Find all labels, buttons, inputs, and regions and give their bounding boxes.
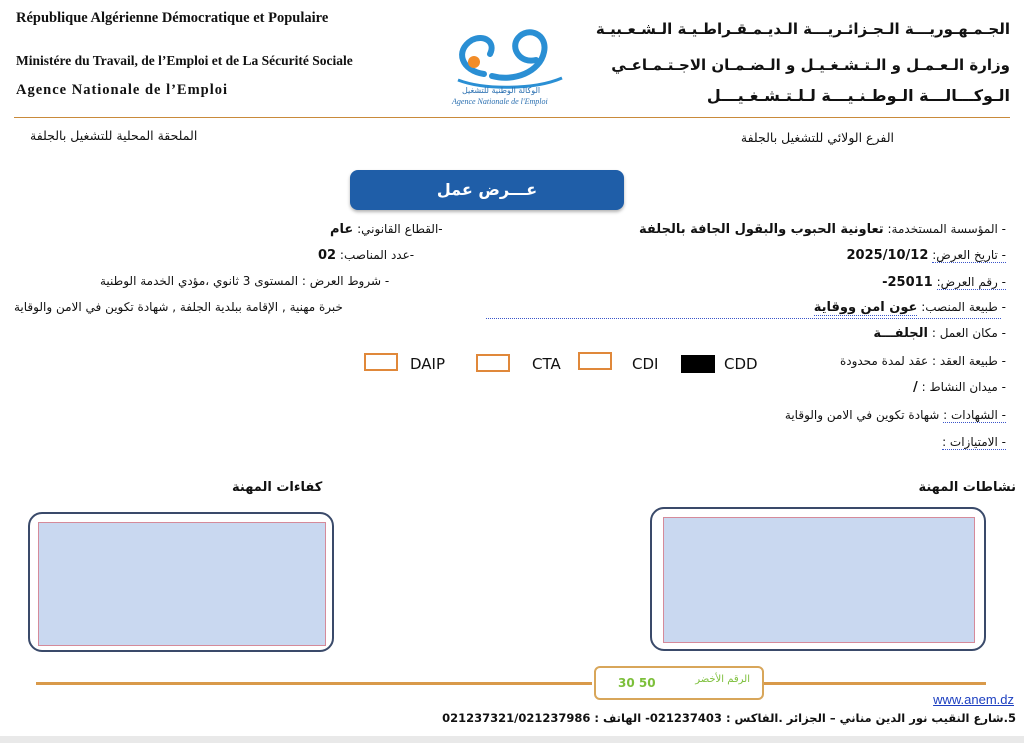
- field-certificates-label: - الشهادات :: [943, 408, 1006, 422]
- field-benefits-label: - الامتيازات :: [942, 435, 1006, 449]
- activities-panel[interactable]: [650, 507, 986, 651]
- field-benefits: [942, 435, 1006, 450]
- green-number-label: الرقم الأخضر: [695, 674, 750, 685]
- contract-daip-label: DAIP: [410, 355, 446, 373]
- contract-daip-checkbox[interactable]: [364, 353, 398, 371]
- field-employer-label: - المؤسسة المستخدمة:: [887, 222, 1006, 236]
- field-employer: [639, 222, 1006, 237]
- header-ar-line1: الجـمـهـوريـــة الـجـزائـريـــة الـديـمـقـراطـيـة الـشـعـبيـة: [595, 20, 1010, 38]
- field-contract-nature: [840, 354, 1006, 368]
- field-employer-value: تعاونية الحبوب والبقول الجافة بالجلفة: [639, 222, 884, 237]
- competencies-panel-content[interactable]: [38, 522, 326, 646]
- header-fr-line2: Ministére du Travail, de l’Emploi et de La Sécurité Sociale: [16, 53, 353, 68]
- anem-logo: [444, 16, 584, 108]
- field-activity-field: [913, 380, 1006, 395]
- logo-fr-text: Agence Nationale de l'Emploi: [452, 97, 548, 106]
- field-positions-count: [318, 248, 414, 263]
- activities-panel-content[interactable]: [663, 517, 975, 643]
- field-offer-number-value: 25011-: [882, 275, 933, 290]
- field-legal-sector: [330, 222, 443, 237]
- subheader-left: الملحقة المحلية للتشغيل بالجلفة: [30, 128, 198, 143]
- field-position-type-label: - طبيعة المنصب:: [921, 300, 1006, 314]
- field-position-type: [814, 300, 1006, 315]
- footer-rule-right: [762, 682, 986, 685]
- field-positions-count-value: 02: [318, 248, 337, 263]
- green-number-value: 30 50: [618, 676, 656, 690]
- header-fr-line3: Agence Nationale de l’Emploi: [16, 82, 229, 98]
- field-work-place-value: الجلفـــة: [873, 326, 929, 341]
- footer-rule-left: [36, 682, 592, 685]
- contract-cdd-checkbox[interactable]: [681, 355, 715, 373]
- contract-cdi-checkbox[interactable]: [578, 352, 612, 370]
- field-offer-conditions-2: خبرة مهنية , الإقامة ببلدية الجلفة , شهادة تكوين في الامن والوقاية: [14, 300, 343, 314]
- field-legal-sector-label: -القطاع القانوني:: [357, 222, 443, 236]
- field-activity-field-label: - ميدان النشاط :: [921, 380, 1006, 394]
- website-link[interactable]: www.anem.dz: [933, 692, 1014, 707]
- field-certificates-value: شهادة تكوين في الامن والوقاية: [784, 408, 940, 422]
- position-underline: [486, 318, 1001, 319]
- field-offer-date: [847, 248, 1006, 263]
- subheader-right: الفرع الولائي للتشغيل بالجلفة: [740, 130, 894, 145]
- field-offer-date-label: - تاريخ العرض:: [932, 248, 1006, 262]
- section-activities-title: نشاطات المهنة: [918, 480, 1016, 495]
- contract-cta-label: CTA: [532, 355, 561, 373]
- field-work-place: [873, 326, 1006, 341]
- competencies-panel[interactable]: [28, 512, 334, 652]
- field-offer-number-label: - رقم العرض:: [936, 275, 1006, 289]
- header-ar-line3: الـوكـــالـــة الـوطـنـيـــة لـلـتـشـغـيـــل: [706, 86, 1010, 105]
- field-certificates: [785, 408, 1006, 422]
- logo-ar-text: الوكالة الوطنية للتشغيل: [462, 86, 541, 95]
- field-work-place-label: - مكان العمل :: [931, 326, 1006, 340]
- header-divider: [14, 117, 1010, 118]
- field-offer-number: [882, 275, 1006, 290]
- field-positions-count-label: -عدد المناصب:: [339, 248, 415, 262]
- header-fr-line1: République Algérienne Démocratique et Populaire: [16, 10, 329, 26]
- footer-address: 5.شارع النقيب نور الدين مناني – الجزائر .الفاكس : 021237403- الهاتف : 021237321/021237986: [442, 711, 1016, 725]
- green-number-box: [594, 666, 764, 700]
- field-position-type-value: عون امن ووقاية: [813, 300, 918, 315]
- field-legal-sector-value: عام: [330, 222, 354, 237]
- field-contract-nature-value: عقد لمدة محدودة: [839, 354, 929, 368]
- field-offer-conditions-label: - شروط العرض :: [301, 274, 390, 288]
- contract-cdi-label: CDI: [632, 355, 659, 373]
- field-activity-field-value: /: [913, 380, 918, 395]
- section-competencies-title: كفاءات المهنة: [232, 480, 323, 495]
- field-contract-nature-label: - طبيعة العقد :: [932, 354, 1006, 368]
- contract-cta-checkbox[interactable]: [476, 354, 510, 372]
- contract-cdd-label: CDD: [724, 355, 758, 373]
- header-ar-line2: وزارة الـعـمـل و الـتـشـغـيـل و الـضـمـان الاجـتـمـاعـي: [611, 56, 1010, 74]
- bottom-strip: [0, 736, 1024, 743]
- field-offer-conditions-value: المستوى 3 ثانوي ،مؤدي الخدمة الوطنية: [100, 274, 299, 288]
- page-title: عـــرض عمل: [350, 170, 624, 210]
- field-offer-date-value: 2025/10/12: [846, 248, 929, 263]
- field-offer-conditions: [100, 274, 389, 288]
